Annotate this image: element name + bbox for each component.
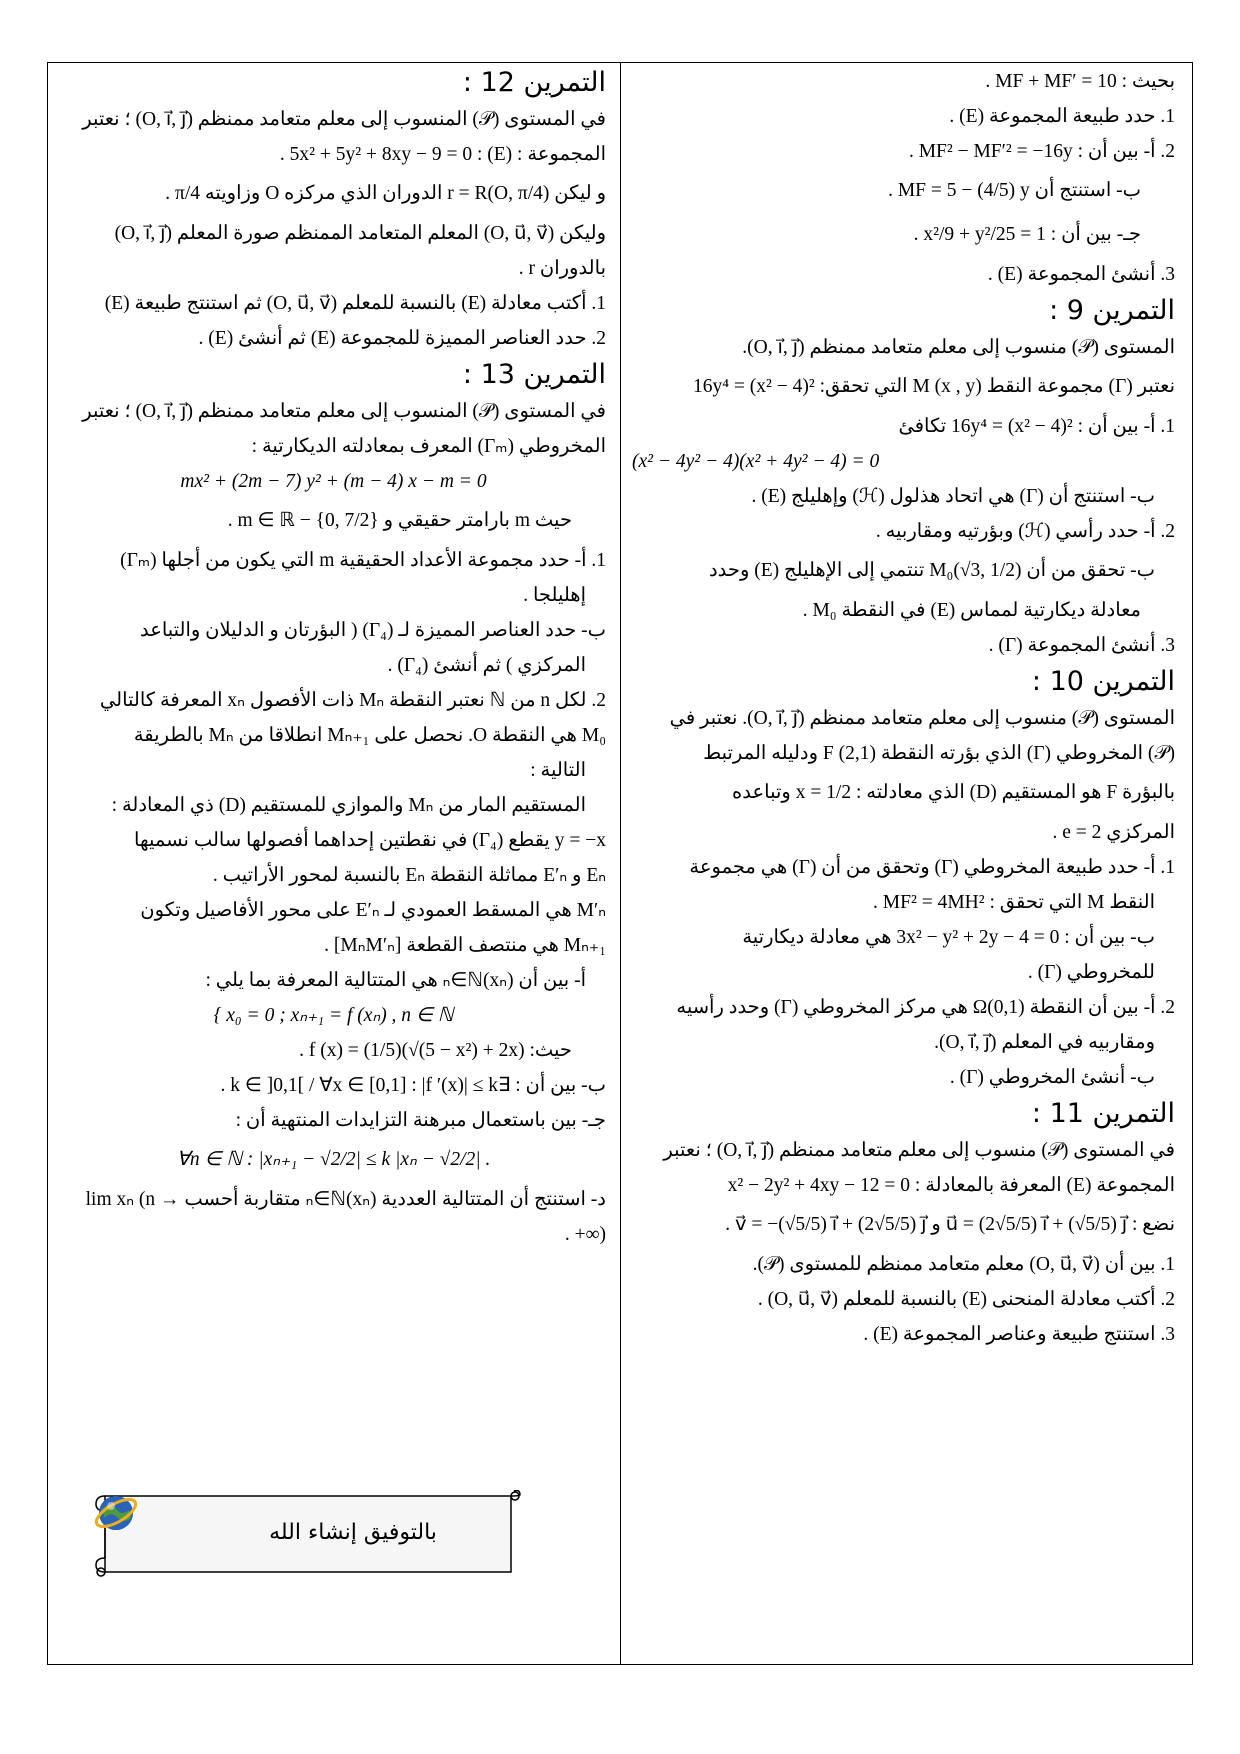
- line: المركزي ) ثم أنشئ (Γ₄) .: [387, 655, 586, 676]
- equation: ∀n ∈ ℕ : |xₙ₊₁ − √2/2| ≤ k |xₙ − √2/2| .: [176, 1149, 491, 1170]
- line: y = −x يقطع (Γ₄) في نقطتين إحداهما أفصولها سالب نسميها: [134, 830, 606, 851]
- line: المستوى (𝒫) منسوب إلى معلم متعامد ممنظم (O, i⃗, j⃗). نعتبر في: [669, 708, 1175, 729]
- line: و ليكن r = R(O, π/4) الدوران الذي مركزه O وزاويته π/4 .: [165, 183, 606, 204]
- line: M′ₙ هي المسقط العمودي لـ E′ₙ على محور الأفاصيل وتكون: [140, 900, 606, 921]
- equation: mx² + (2m − 7) y² + (m − 4) x − m = 0: [180, 471, 487, 492]
- exercise-11-title: التمرين 11 :: [1031, 1098, 1175, 1129]
- banner-text: بالتوفيق إنشاء الله: [269, 1520, 437, 1545]
- exercise-9-title: التمرين 9 :: [1049, 295, 1175, 326]
- line: 1. بين أن (O, u⃗, v⃗) معلم متعامد ممنظم للمستوى (𝒫).: [752, 1254, 1175, 1275]
- line: 2. أ- بين أن النقطة Ω(0,1) هي مركز المخروطي (Γ) وحدد رأسيه: [676, 997, 1175, 1018]
- line: 2. أكتب معادلة المنحنى (E) بالنسبة للمعلم (O, u⃗, v⃗) .: [757, 1289, 1175, 1310]
- line: وليكن (O, u⃗, v⃗) المعلم المتعامد الممنظم صورة المعلم (O, i⃗, j⃗): [114, 223, 606, 244]
- line: ب- بين أن : 3x² − y² + 2y − 4 = 0 هي معادلة ديكارتية: [742, 927, 1155, 948]
- line: معادلة ديكارتية لمماس (E) في النقطة M₀ .: [802, 600, 1141, 621]
- line: للمخروطي (Γ) .: [1027, 962, 1155, 983]
- line: بالدوران r .: [518, 258, 606, 279]
- scroll-banner: [93, 1490, 523, 1582]
- line: حيث m بارامتر حقيقي و m ∈ ℝ − {0, 7/2} .: [227, 510, 572, 531]
- line: المجموعة : (E) : 5x² + 5y² + 8xy − 9 = 0 .: [279, 144, 606, 165]
- line: جـ- بين باستعمال مبرهنة التزايدات المنتهية أن :: [235, 1110, 606, 1131]
- line: د- استنتج أن المتتالية العددية (xₙ)ₙ∈ℕ متقاربة أحسب lim xₙ (n → +∞) .: [85, 1189, 606, 1245]
- line: المركزي e = 2 .: [1052, 822, 1175, 843]
- line: نعتبر (Γ) مجموعة النقط M (x , y) التي تحقق: 16y⁴ = (x² − 4)²: [693, 376, 1175, 397]
- line: Mₙ₊₁ هي منتصف القطعة [MₙM′ₙ] .: [324, 935, 606, 956]
- line: Eₙ و E′ₙ مماثلة النقطة Eₙ بالنسبة لمحور الأراتيب .: [212, 865, 606, 886]
- line: 2. أ- حدد رأسي (ℋ) وبؤرتيه ومقاربيه .: [875, 521, 1175, 542]
- line: حيث: f (x) = (1/5)(√(5 − x²) + 2x) .: [299, 1040, 572, 1061]
- exercise-12-title: التمرين 12 :: [462, 67, 606, 98]
- line: إهليلجا .: [523, 585, 586, 606]
- line: بالبؤرة F هو المستقيم (D) الذي معادلته : x = 1/2 وتباعده: [732, 782, 1175, 803]
- line: ب- حدد العناصر المميزة لـ (Γ₄) ( البؤرتان و الدليلان والتباعد: [139, 620, 606, 641]
- line: جـ- بين أن : x²/9 + y²/25 = 1 .: [913, 224, 1141, 245]
- right-column: [622, 62, 1193, 1662]
- line: ب- أنشئ المخروطي (Γ) .: [949, 1067, 1155, 1088]
- line: (𝒫) المخروطي (Γ) الذي بؤرته النقطة F (2,1) ودليله المرتبط: [703, 743, 1175, 764]
- column-divider: [620, 62, 621, 1665]
- line: ب- تحقق من أن M₀(√3, 1/2) تنتمي إلى الإهليلج (E) وحدد: [708, 560, 1155, 581]
- globe-icon: [93, 1490, 139, 1536]
- line: النقط M التي تحقق : MF² = 4MH² .: [873, 892, 1155, 913]
- line: 1. أ- حدد طبيعة المخروطي (Γ) وتحقق من أن (Γ) هي مجموعة: [689, 857, 1175, 878]
- line: المخروطي (Γₘ) المعرف بمعادلته الديكارتية :: [251, 436, 606, 457]
- line: ب- بين أن : ∃k ∈ ]0,1[ / ∀x ∈ [0,1] : |f ′(x)| ≤ k .: [220, 1075, 606, 1096]
- left-column: [49, 62, 620, 1662]
- line: في المستوى (𝒫) المنسوب إلى معلم متعامد ممنظم (O, i⃗, j⃗) ؛ نعتبر: [82, 109, 606, 130]
- exercise-10-title: التمرين 10 :: [1031, 666, 1175, 697]
- line: 1. حدد طبيعة المجموعة (E) .: [949, 106, 1175, 127]
- line: 1. أكتب معادلة (E) بالنسبة للمعلم (O, u⃗, v⃗) ثم استنتج طبيعة (E): [104, 293, 606, 314]
- line: 2. لكل n من ℕ نعتبر النقطة Mₙ ذات الأفصول xₙ المعرفة كالتالي: [99, 690, 606, 711]
- line: ب- استنتج أن MF = 5 − (4/5) y .: [888, 180, 1141, 201]
- line: 3. أنشئ المجموعة (E) .: [987, 264, 1175, 285]
- line: 2. أ- بين أن : MF² − MF′² = −16y .: [908, 141, 1175, 162]
- line: المجموعة (E) المعرفة بالمعادلة : x² − 2y² + 4xy − 12 = 0: [727, 1175, 1175, 1196]
- line: 1. أ- بين أن : 16y⁴ = (x² − 4)² تكافئ: [898, 416, 1175, 437]
- line: ومقاربيه في المعلم (O, i⃗, j⃗).: [934, 1032, 1155, 1053]
- line: في المستوى (𝒫) المنسوب إلى معلم متعامد ممنظم (O, i⃗, j⃗) ؛ نعتبر: [82, 401, 606, 422]
- line: في المستوى (𝒫) منسوب إلى معلم متعامد ممنظم (O, i⃗, j⃗) ؛ نعتبر: [663, 1140, 1175, 1161]
- line: أ- بين أن (xₙ)ₙ∈ℕ هي المتتالية المعرفة بما يلي :: [205, 970, 586, 991]
- line: بحيث : MF + MF′ = 10 .: [985, 71, 1175, 92]
- line: 3. أنشئ المجموعة (Γ) .: [988, 635, 1175, 656]
- line: التالية :: [530, 760, 586, 781]
- line: ب- استنتج أن (Γ) هي اتحاد هذلول (ℋ) وإهليلج (E) .: [751, 486, 1155, 507]
- exercise-13-title: التمرين 13 :: [462, 359, 606, 390]
- line: 1. أ- حدد مجموعة الأعداد الحقيقية m التي يكون من أجلها (Γₘ): [120, 550, 606, 571]
- line: المستقيم المار من Mₙ والموازي للمستقيم (D) ذي المعادلة :: [111, 795, 586, 816]
- line: 3. استنتج طبيعة وعناصر المجموعة (E) .: [863, 1324, 1175, 1345]
- equation: (x² − 4y² − 4)(x² + 4y² − 4) = 0: [632, 451, 880, 472]
- line: نضع : u⃗ = (2√5/5) i⃗ + (√5/5) j⃗ و v⃗ = −(√5/5) i⃗ + (2√5/5) j⃗ .: [725, 1214, 1175, 1235]
- line: المستوى (𝒫) منسوب إلى معلم متعامد ممنظم (O, i⃗, j⃗).: [742, 337, 1175, 358]
- equation: { x₀ = 0 ; xₙ₊₁ = f (xₙ) , n ∈ ℕ: [213, 1005, 454, 1026]
- line: 2. حدد العناصر المميزة للمجموعة (E) ثم أنشئ (E) .: [198, 328, 606, 349]
- line: M₀ هي النقطة O. نحصل على Mₙ₊₁ انطلاقا من Mₙ بالطريقة: [133, 725, 606, 746]
